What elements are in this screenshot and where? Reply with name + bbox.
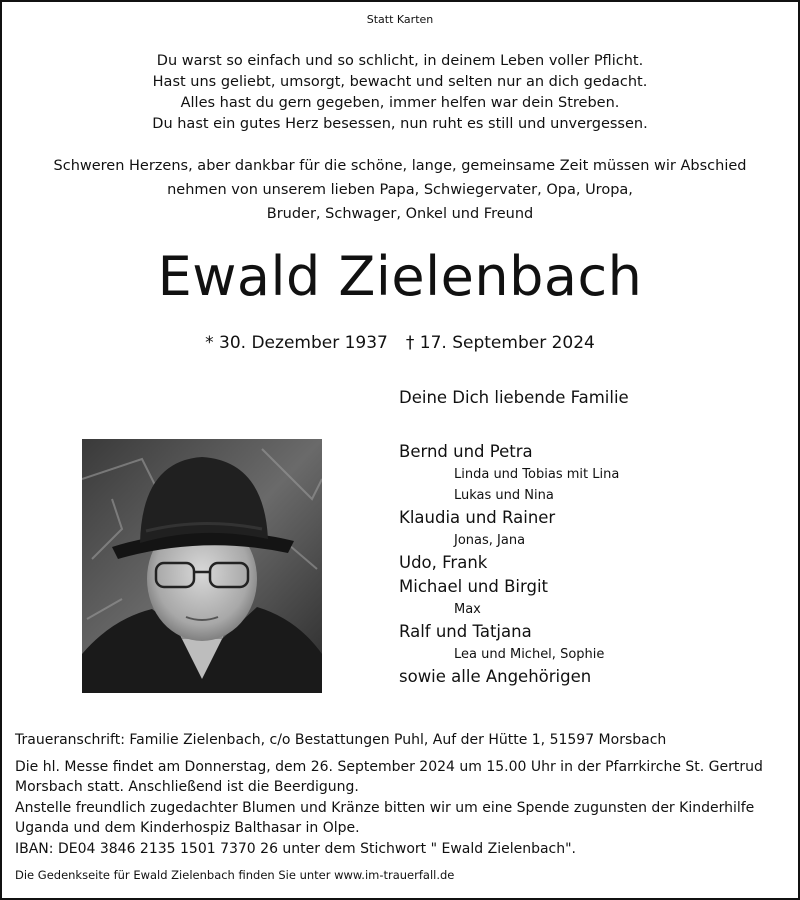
intro-line: nehmen von unserem lieben Papa, Schwiegervater, Opa, Uropa, bbox=[167, 182, 633, 198]
life-dates bbox=[2, 331, 798, 355]
donation-line: Anstelle freundlich zugedachter Blumen und Kränze bitten wir um eine Spende zugunsten der Kinderhilfe bbox=[15, 799, 755, 816]
top-label: Statt Karten bbox=[366, 13, 434, 26]
family-entry: Udo, Frank bbox=[399, 553, 488, 572]
family-entry: Michael und Birgit bbox=[399, 577, 548, 596]
portrait-photo bbox=[82, 439, 322, 693]
family-closing: sowie alle Angehörigen bbox=[399, 667, 592, 686]
poem-line: Du hast ein gutes Herz besessen, nun ruht es still und unvergessen. bbox=[152, 116, 648, 132]
intro-line: Bruder, Schwager, Onkel und Freund bbox=[266, 206, 534, 222]
death-date: † 17. September 2024 bbox=[405, 333, 595, 353]
intro-line: Schweren Herzens, aber dankbar für die schöne, lange, gemeinsame Zeit müssen wir Abschied bbox=[53, 158, 747, 174]
poem-line: Hast uns geliebt, umsorgt, bewacht und selten nur an dich gedacht. bbox=[152, 74, 648, 90]
memorial-page-note: Die Gedenkseite für Ewald Zielenbach finden Sie unter www.im-trauerfall.de bbox=[15, 868, 455, 882]
poem-line: Du warst so einfach und so schlicht, in deinem Leben voller Pflicht. bbox=[156, 53, 644, 69]
donation-line: Uganda und dem Kinderhospiz Balthasar in Olpe. bbox=[15, 820, 360, 836]
portrait-image bbox=[82, 439, 322, 693]
mourning-address: Traueranschrift: Familie Zielenbach, c/o Bestattungen Puhl, Auf der Hütte 1, 51597 Morsbach bbox=[15, 732, 667, 748]
mass-info-line: Morsbach statt. Anschließend ist die Beerdigung. bbox=[15, 779, 359, 795]
poem-line: Alles hast du gern gegeben, immer helfen war dein Streben. bbox=[180, 95, 620, 111]
family-entry: Ralf und Tatjana bbox=[399, 622, 532, 641]
footer-info bbox=[15, 730, 790, 886]
family-entry: Klaudia und Rainer bbox=[399, 508, 556, 527]
family-sub-entry: Linda und Tobias mit Lina bbox=[454, 467, 620, 482]
birth-date: * 30. Dezember 1937 bbox=[205, 333, 388, 353]
family-list bbox=[399, 386, 789, 689]
family-sub-entry: Jonas, Jana bbox=[454, 533, 526, 548]
deceased-name: Ewald Zielenbach bbox=[157, 245, 643, 308]
intro-text bbox=[2, 154, 798, 226]
mass-info-line: Die hl. Messe findet am Donnerstag, dem 26. September 2024 um 15.00 Uhr in der Pfarrkirche St. Gertrud bbox=[15, 758, 763, 775]
family-sub-entry: Max bbox=[454, 602, 481, 617]
family-sub-entry: Lukas und Nina bbox=[454, 488, 554, 503]
family-lead: Deine Dich liebende Familie bbox=[399, 388, 629, 407]
poem bbox=[2, 51, 798, 135]
family-entry: Bernd und Petra bbox=[399, 442, 533, 461]
iban-line: IBAN: DE04 3846 2135 1501 7370 26 unter dem Stichwort " Ewald Zielenbach". bbox=[15, 840, 576, 857]
family-sub-entry: Lea und Michel, Sophie bbox=[454, 647, 605, 662]
